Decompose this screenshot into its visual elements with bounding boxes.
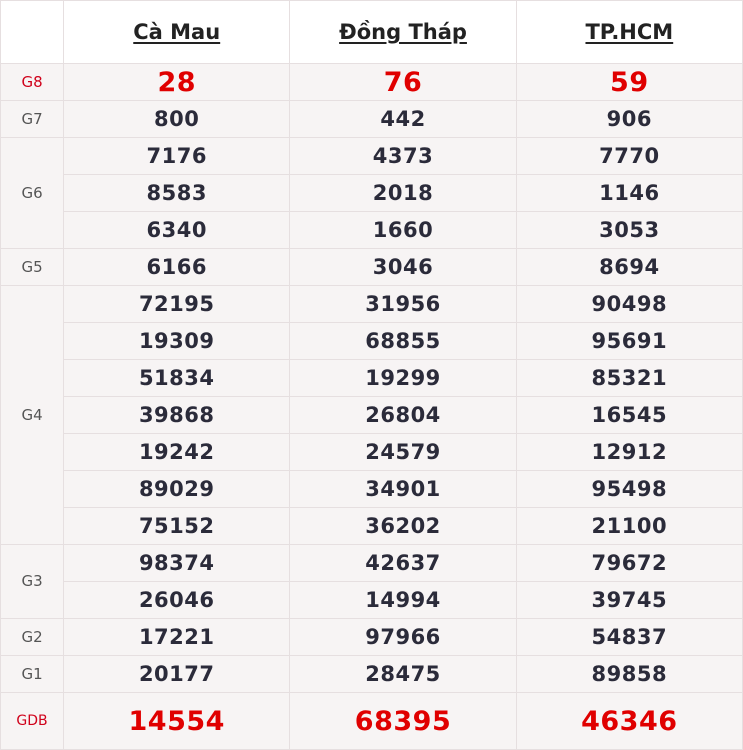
table-row <box>1 323 743 360</box>
province-name-2: TP.HCM <box>585 20 674 44</box>
prize-number-text: 68395 <box>354 705 452 737</box>
table-row <box>1 693 743 750</box>
prize-number <box>516 360 742 397</box>
table-row <box>1 471 743 508</box>
table-row <box>1 212 743 249</box>
prize-number-text: 54837 <box>591 624 668 649</box>
prize-number <box>64 286 290 323</box>
prize-label-text: G6 <box>21 183 43 202</box>
prize-number <box>290 693 516 750</box>
prize-number <box>516 545 742 582</box>
prize-number <box>290 249 516 286</box>
table-body <box>1 64 743 750</box>
prize-number <box>64 693 290 750</box>
prize-label-g8 <box>1 64 64 101</box>
prize-number <box>290 138 516 175</box>
prize-number-text: 2018 <box>372 180 434 205</box>
prize-number-text: 97966 <box>365 624 441 649</box>
prize-number <box>516 656 742 693</box>
prize-number-text: 76 <box>383 66 423 98</box>
prize-number-text: 800 <box>154 106 200 131</box>
prize-number-text: 20177 <box>138 661 215 686</box>
header-province-1 <box>290 1 516 64</box>
prize-number-text: 19299 <box>365 365 441 390</box>
prize-number-text: 8694 <box>599 254 660 279</box>
prize-label-text: G7 <box>21 109 43 128</box>
prize-label-text: GDB <box>16 713 48 729</box>
prize-number-text: 90498 <box>591 291 668 316</box>
prize-number <box>64 397 290 434</box>
prize-number-text: 6340 <box>146 217 207 242</box>
prize-number <box>290 471 516 508</box>
prize-number <box>290 545 516 582</box>
prize-label-gdb <box>1 693 64 750</box>
prize-number-text: 906 <box>606 106 652 131</box>
prize-number <box>64 656 290 693</box>
prize-number <box>290 656 516 693</box>
prize-number-text: 24579 <box>365 439 441 464</box>
header-province-2 <box>516 1 742 64</box>
prize-number <box>290 619 516 656</box>
prize-number <box>64 249 290 286</box>
prize-number-text: 19242 <box>138 439 215 464</box>
prize-number <box>516 471 742 508</box>
prize-number <box>516 64 742 101</box>
prize-number <box>64 64 290 101</box>
table-row <box>1 249 743 286</box>
prize-number <box>516 619 742 656</box>
table-row <box>1 64 743 101</box>
prize-number-text: 89029 <box>138 476 215 501</box>
table-row <box>1 360 743 397</box>
table-row <box>1 434 743 471</box>
prize-number <box>64 360 290 397</box>
prize-number-text: 12912 <box>591 439 668 464</box>
prize-label-text: G3 <box>21 572 43 590</box>
prize-number-text: 79672 <box>591 550 668 575</box>
prize-number-text: 98374 <box>138 550 215 575</box>
prize-number-text: 19309 <box>138 328 215 353</box>
prize-number <box>290 582 516 619</box>
table-header <box>1 1 743 64</box>
prize-number-text: 59 <box>610 66 649 98</box>
prize-label-g2 <box>1 619 64 656</box>
prize-number-text: 1660 <box>372 217 434 242</box>
prize-number-text: 28475 <box>365 661 441 686</box>
prize-number <box>64 619 290 656</box>
table-row <box>1 545 743 582</box>
prize-number <box>516 286 742 323</box>
prize-number-text: 36202 <box>365 513 441 538</box>
prize-number <box>64 508 290 545</box>
prize-number-text: 3053 <box>599 217 660 242</box>
prize-number <box>64 138 290 175</box>
prize-number <box>516 323 742 360</box>
prize-number-text: 95691 <box>591 328 668 353</box>
prize-number <box>64 212 290 249</box>
prize-number-text: 1146 <box>599 180 660 205</box>
prize-number-text: 46346 <box>581 705 678 737</box>
table-row <box>1 101 743 138</box>
prize-label-g5 <box>1 249 64 286</box>
prize-number-text: 17221 <box>138 624 215 649</box>
prize-number <box>290 323 516 360</box>
prize-number <box>516 582 742 619</box>
header-corner <box>1 1 64 64</box>
table-row <box>1 138 743 175</box>
prize-number <box>290 434 516 471</box>
prize-number-text: 3046 <box>372 254 434 279</box>
prize-number <box>516 397 742 434</box>
prize-number <box>516 249 742 286</box>
prize-number <box>64 434 290 471</box>
prize-label-g4 <box>1 286 64 545</box>
table-row <box>1 397 743 434</box>
prize-number <box>290 286 516 323</box>
prize-number-text: 28 <box>157 66 197 98</box>
prize-number <box>516 212 742 249</box>
table-row <box>1 619 743 656</box>
prize-number-text: 34901 <box>365 476 441 501</box>
table-row <box>1 582 743 619</box>
prize-label-text: G4 <box>21 405 43 424</box>
prize-number-text: 16545 <box>591 402 668 427</box>
prize-number <box>64 323 290 360</box>
prize-number-text: 4373 <box>372 143 434 168</box>
prize-number <box>290 508 516 545</box>
prize-number <box>290 175 516 212</box>
table-row <box>1 175 743 212</box>
prize-number <box>64 471 290 508</box>
prize-label-text: G5 <box>21 257 43 276</box>
prize-number <box>64 545 290 582</box>
prize-number-text: 31956 <box>365 291 441 316</box>
prize-label-g3 <box>1 545 64 619</box>
prize-number <box>290 360 516 397</box>
prize-number-text: 75152 <box>138 513 215 538</box>
prize-number-text: 89858 <box>591 661 668 686</box>
prize-number <box>516 434 742 471</box>
prize-number-text: 7176 <box>146 143 207 168</box>
prize-label-text: G8 <box>21 72 43 91</box>
prize-number <box>516 101 742 138</box>
prize-label-text: G1 <box>21 664 43 683</box>
prize-number-text: 39745 <box>591 587 668 612</box>
prize-number-text: 6166 <box>146 254 207 279</box>
prize-number-text: 8583 <box>146 180 207 205</box>
prize-number-text: 442 <box>380 106 426 131</box>
prize-number-text: 51834 <box>138 365 215 390</box>
table-row <box>1 656 743 693</box>
prize-number <box>64 101 290 138</box>
province-name-1: Đồng Tháp <box>339 20 467 44</box>
prize-number-text: 95498 <box>591 476 668 501</box>
prize-number-text: 26804 <box>365 402 441 427</box>
prize-number <box>516 138 742 175</box>
prize-number-text: 7770 <box>599 143 660 168</box>
header-row <box>1 1 743 64</box>
prize-number <box>290 212 516 249</box>
prize-number-text: 72195 <box>138 291 215 316</box>
prize-label-g1 <box>1 656 64 693</box>
prize-number <box>290 64 516 101</box>
prize-number-text: 39868 <box>138 402 215 427</box>
prize-number-text: 26046 <box>138 587 215 612</box>
prize-number-text: 14994 <box>365 587 441 612</box>
prize-label-g7 <box>1 101 64 138</box>
prize-number <box>64 175 290 212</box>
prize-number <box>64 582 290 619</box>
table-row <box>1 508 743 545</box>
prize-number <box>290 397 516 434</box>
prize-number <box>516 693 742 750</box>
prize-number <box>516 508 742 545</box>
header-province-0 <box>64 1 290 64</box>
prize-number <box>290 101 516 138</box>
prize-label-text: G2 <box>21 627 43 646</box>
prize-label-g6 <box>1 138 64 249</box>
prize-number-text: 21100 <box>591 513 668 538</box>
province-name-0: Cà Mau <box>133 20 221 44</box>
prize-number-text: 14554 <box>128 705 225 737</box>
prize-number-text: 85321 <box>591 365 668 390</box>
prize-number-text: 68855 <box>365 328 441 353</box>
prize-number-text: 42637 <box>365 550 441 575</box>
prize-number <box>516 175 742 212</box>
table-row <box>1 286 743 323</box>
